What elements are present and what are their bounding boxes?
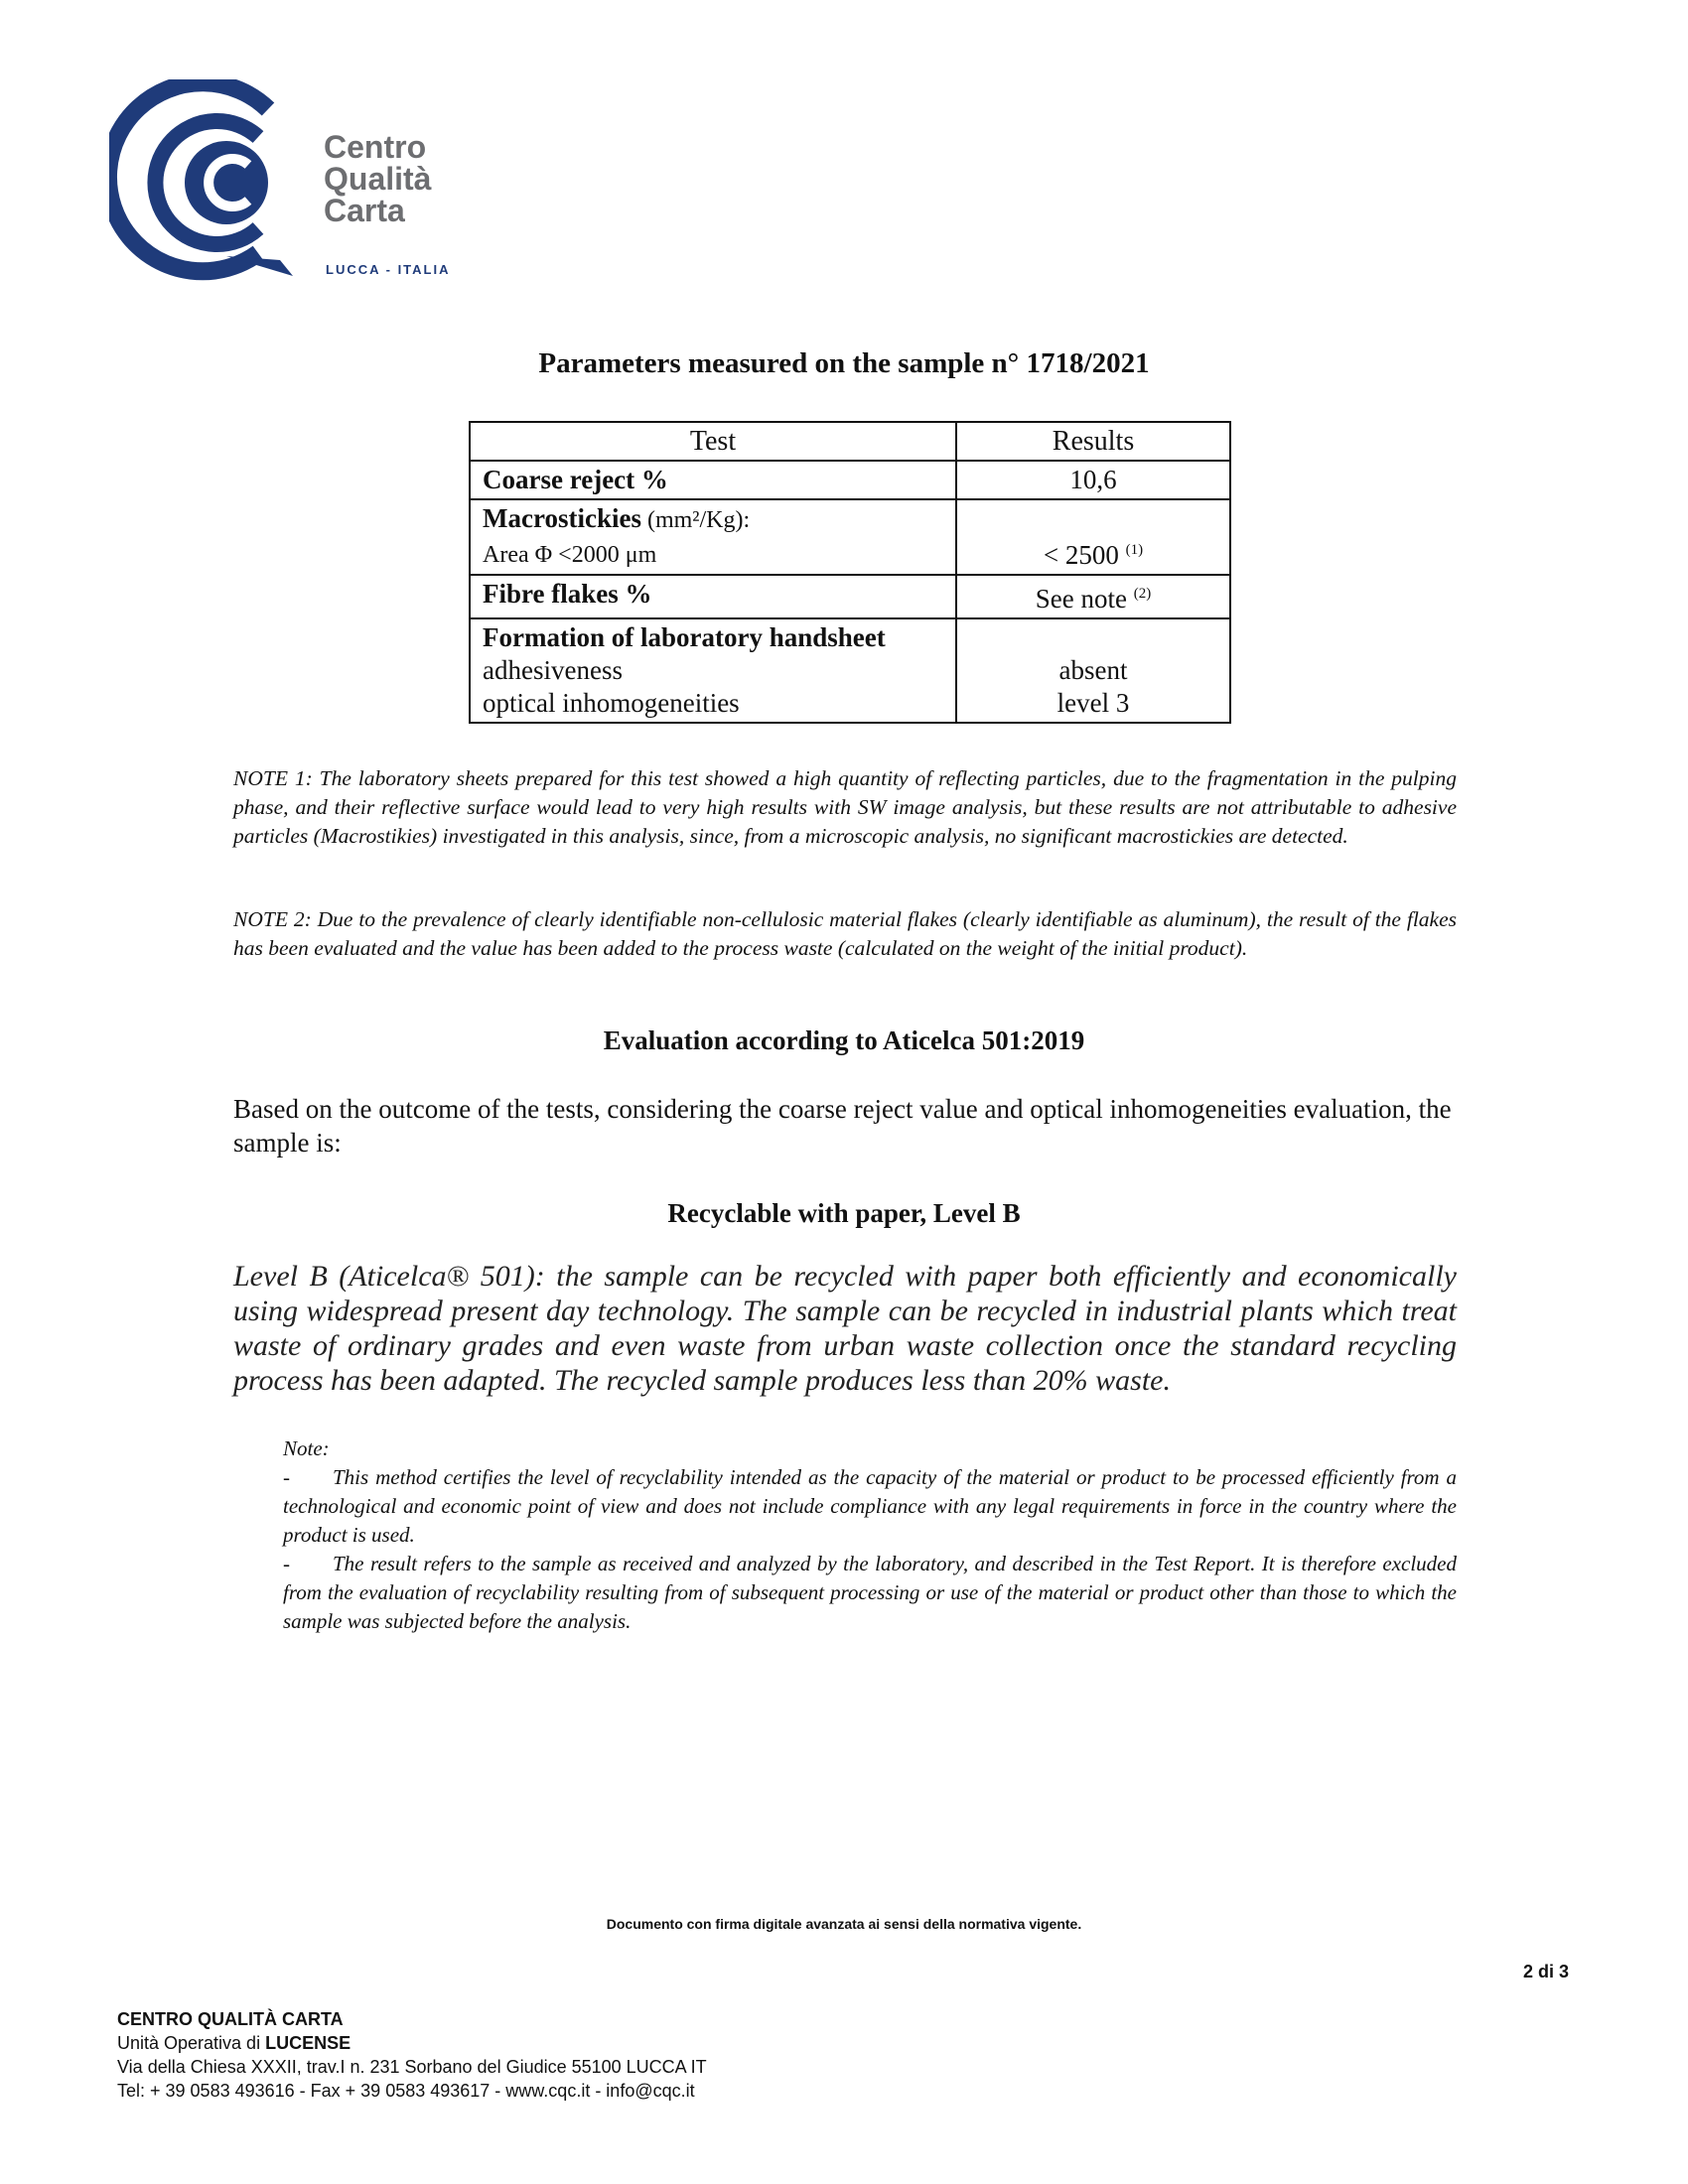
footer-unit-prefix: Unità Operativa di <box>117 2033 266 2053</box>
logo-wordmark <box>324 131 431 226</box>
table-header-row <box>470 422 1230 461</box>
note-2: NOTE 2: Due to the prevalence of clearly identifiable non-cellulosic material flakes (clearly identifiable as aluminum), the result of the flakes has been evaluated and the value has been added to the process waste (calculated on the weight of the initial product). <box>233 907 1457 960</box>
row-formation-value <box>956 618 1230 723</box>
footer-org: CENTRO QUALITÀ CARTA <box>117 2009 344 2029</box>
page-title: Parameters measured on the sample n° 1718/2021 <box>538 347 1150 379</box>
formation-adhesiveness-value: absent <box>1058 655 1128 685</box>
evaluation-heading: Evaluation according to Aticelca 501:2019 <box>603 1025 1085 1055</box>
table-row <box>470 499 1230 575</box>
footer-address: Via della Chiesa XXXII, trav.I n. 231 Sorbano del Giudice 55100 LUCCA IT <box>117 2057 707 2077</box>
row-macrostickies-value <box>956 499 1230 575</box>
row-fibre-flakes-value <box>956 575 1230 618</box>
final-note-item-1-text: This method certifies the level of recyclability intended as the capacity of the material or product to be processed efficiently from a technological and economic point of view and does not include compliance with any legal requirements in force in the country where the product is used. <box>283 1465 1457 1547</box>
footer-unit <box>117 2031 707 2055</box>
digital-signature-note: Documento con firma digitale avanzata ai sensi della normativa vigente. <box>606 1916 1082 1932</box>
formation-title: Formation of laboratory handsheet <box>483 622 886 652</box>
bullet-dash: - <box>283 1465 290 1489</box>
formation-optical: optical inhomogeneities <box>483 688 740 718</box>
macrostickies-unit: (mm²/Kg): <box>640 507 751 533</box>
logo-line-3: Carta <box>324 193 405 228</box>
logo-line-2: Qualità <box>324 161 432 197</box>
table-row <box>470 575 1230 618</box>
header-test: Test <box>470 422 956 461</box>
evaluation-text: Based on the outcome of the tests, considering the coarse reject value and optical inhomogeneities evaluation, the sample is: <box>233 1094 1452 1158</box>
row-macrostickies-label <box>470 499 956 575</box>
cqc-logo <box>109 79 467 288</box>
fibre-flakes-footnote: (2) <box>1133 586 1152 602</box>
macrostickies-title: Macrostickies <box>483 503 641 533</box>
macrostickies-result: < 2500 <box>1043 540 1119 570</box>
final-note-item-2 <box>283 1550 1457 1636</box>
logo-subtitle: LUCCA - ITALIA <box>326 262 451 277</box>
macrostickies-footnote: (1) <box>1125 542 1144 558</box>
page-footer <box>117 2007 707 2103</box>
formation-adhesiveness: adhesiveness <box>483 655 623 685</box>
parameters-table <box>469 421 1231 724</box>
formation-optical-value: level 3 <box>1056 688 1130 718</box>
cqc-logo-mark-icon <box>109 79 318 288</box>
final-note-label: Note: <box>283 1436 330 1460</box>
table-row <box>470 461 1230 499</box>
logo-line-1: Centro <box>324 129 427 165</box>
footer-unit-name: LUCENSE <box>265 2033 352 2053</box>
final-note-item-1 <box>283 1463 1457 1550</box>
final-note-item-2-text: The result refers to the sample as received and analyzed by the laboratory, and described in the Test Report. It is therefore excluded from the evaluation of recyclability resulting from of subsequent processing or use of the material or product other than those to which the sample was subjected before the analysis. <box>283 1552 1457 1633</box>
table-row <box>470 618 1230 723</box>
header-results: Results <box>956 422 1230 461</box>
fibre-flakes-result: See note <box>1035 584 1127 614</box>
final-note <box>283 1434 1457 1636</box>
level-description: Level B (Aticelca® 501): the sample can be recycled with paper both efficiently and economically using widespread present day technology. The sample can be recycled in industrial plants which treat waste of ordinary grades and even waste from urban waste collection once the standard recycling process has been adapted. The recycled sample produces less than 20% waste. <box>233 1260 1457 1397</box>
row-coarse-reject-label: Coarse reject % <box>470 461 956 499</box>
macrostickies-area: Area Φ <2000 μm <box>483 542 657 568</box>
row-formation-label <box>470 618 956 723</box>
page-number: 2 di 3 <box>1522 1962 1569 1981</box>
note-1: NOTE 1: The laboratory sheets prepared for this test showed a high quantity of reflecting particles, due to the fragmentation in the pulping phase, and their reflective surface would lead to very high results with SW image analysis, but these results are not attributable to adhesive particles (Macrostikies) investigated in this analysis, since, from a microscopic analysis, no significant macrostickies are detected. <box>233 766 1457 848</box>
result-heading: Recyclable with paper, Level B <box>667 1198 1021 1228</box>
row-coarse-reject-value: 10,6 <box>956 461 1230 499</box>
footer-contacts: Tel: + 39 0583 493616 - Fax + 39 0583 493617 - www.cqc.it - info@cqc.it <box>117 2081 695 2101</box>
row-fibre-flakes-label: Fibre flakes % <box>470 575 956 618</box>
bullet-dash: - <box>283 1552 290 1575</box>
